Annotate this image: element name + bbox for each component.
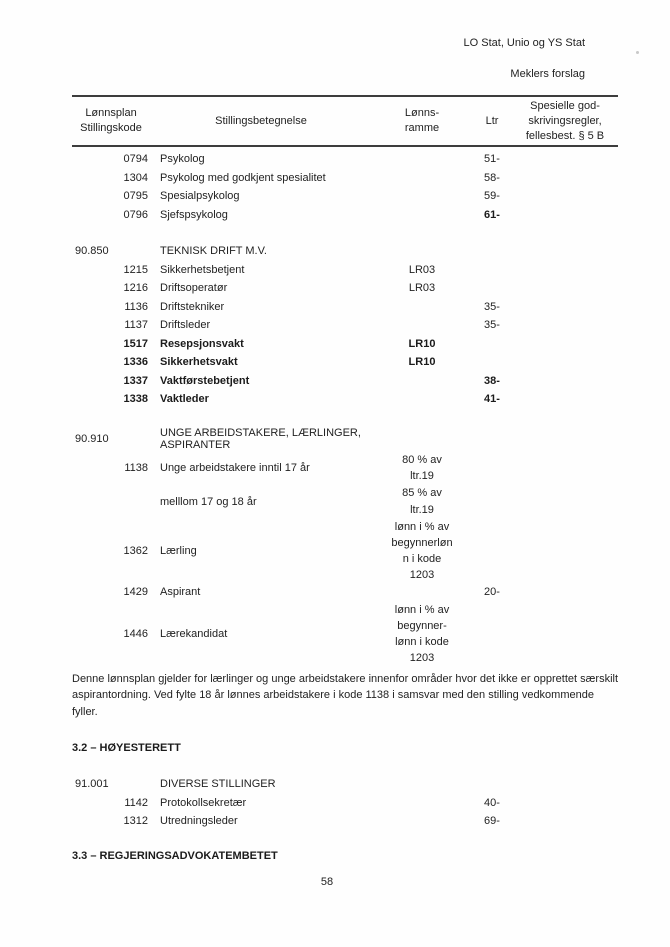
document-subtitle: Meklers forslag [510, 68, 585, 80]
table-header [72, 95, 618, 147]
table-row [72, 316, 618, 335]
table-row [72, 353, 618, 372]
table-row [72, 261, 618, 280]
lonnsramme-value: 80 % av ltr.19 [402, 453, 442, 482]
stillingskode: 1216 [123, 282, 148, 295]
section-title: UNGE ARBEIDSTAKERE, LÆRLINGER, ASPIRANTER [160, 427, 361, 451]
stillingskode: 0795 [123, 190, 148, 203]
stillingskode: 1215 [123, 263, 148, 276]
stillingskode: 1336 [123, 356, 148, 369]
col-header-spesielle: Spesielle god- skrivingsregler, fellesbest. § 5 B [525, 99, 605, 142]
lonnsplan-code: 90.850 [75, 245, 109, 258]
table-body [72, 147, 618, 666]
stillingsbetegnelse: Driftsleder [160, 319, 211, 332]
stillingskode: 1362 [123, 544, 148, 557]
table-row [72, 583, 618, 602]
salary-table [72, 95, 618, 865]
ltr-value: 58- [484, 171, 500, 184]
ltr-value: 69- [484, 815, 500, 828]
stillingskode: 0794 [123, 153, 148, 166]
stillingsbetegnelse: melllom 17 og 18 år [160, 495, 257, 508]
lonnsramme-value: lønn i % av begynner- lønn i kode 1203 [394, 603, 450, 664]
lonnsramme-value: LR03 [408, 263, 436, 276]
table-row [72, 602, 618, 666]
stillingskode: 1337 [123, 374, 148, 387]
table-row [72, 335, 618, 354]
table-row [72, 485, 618, 518]
section-header-row [72, 775, 618, 794]
stillingsbetegnelse: Lærling [160, 544, 197, 557]
org-names: LO Stat, Unio og YS Stat [463, 37, 585, 49]
stillingsbetegnelse: Sikkerhetsvakt [160, 356, 238, 369]
table-row [72, 451, 618, 485]
stillingsbetegnelse: Vaktleder [160, 393, 209, 406]
table-row [72, 372, 618, 391]
lonnsramme-value: lønn i % av begynnerløn n i kode 1203 [391, 520, 453, 581]
stillingsbetegnelse: Utredningsleder [160, 815, 238, 828]
table-row [72, 150, 618, 169]
stillingsbetegnelse: Lærekandidat [160, 627, 228, 640]
stillingsbetegnelse: Psykolog med godkjent spesialitet [160, 171, 326, 184]
lonnsplan-code: 90.910 [75, 433, 109, 445]
ltr-value: 59- [484, 190, 500, 203]
col-header-ltr: Ltr [485, 114, 499, 127]
page-number: 58 [320, 876, 334, 888]
stillingsbetegnelse: Protokollsekretær [160, 796, 247, 809]
heading-3-3: 3.3 – REGJERINGSADVOKATEMBETET [72, 849, 278, 862]
stillingskode: 0796 [123, 208, 148, 221]
lonnsramme-value: LR03 [408, 282, 436, 295]
ltr-value: 38- [484, 374, 500, 387]
table-row [72, 279, 618, 298]
scan-artifact [636, 51, 639, 54]
stillingsbetegnelse: Sikkerhetsbetjent [160, 263, 245, 276]
section-title: DIVERSE STILLINGER [160, 778, 276, 791]
table-row [72, 298, 618, 317]
stillingsbetegnelse: Psykolog [160, 153, 205, 166]
stillingskode: 1338 [123, 393, 148, 406]
ltr-value: 20- [484, 586, 500, 599]
stillingsbetegnelse: Unge arbeidstakere inntil 17 år [160, 462, 310, 474]
stillingsbetegnelse: Aspirant [160, 586, 201, 599]
stillingsbetegnelse: Resepsjonsvakt [160, 337, 244, 350]
table-row [72, 794, 618, 813]
stillingskode: 1136 [124, 300, 148, 313]
stillingskode: 1137 [124, 319, 148, 332]
stillingsbetegnelse: Vaktførstebetjent [160, 374, 250, 387]
ltr-value: 61- [484, 208, 500, 221]
stillingskode: 1142 [124, 796, 148, 809]
document-header [464, 36, 585, 81]
table-row [72, 169, 618, 188]
col-header-lonnsramme: Lønns- ramme [404, 107, 440, 134]
section-header-row [72, 427, 618, 451]
lonnsramme-value: LR10 [408, 337, 436, 350]
heading-3-2: 3.2 – HØYESTERETT [72, 742, 181, 754]
ltr-value: 51- [484, 153, 500, 166]
stillingskode: 1429 [123, 586, 148, 599]
stillingsbetegnelse: Sjefspsykolog [160, 208, 228, 221]
ltr-value: 35- [484, 319, 500, 332]
stillingskode: 1446 [123, 627, 148, 640]
section-title: TEKNISK DRIFT M.V. [160, 245, 267, 258]
table-row [72, 187, 618, 206]
ltr-value: 35- [484, 300, 500, 313]
stillingskode: 1138 [124, 462, 148, 474]
section-header-row [72, 242, 618, 261]
stillingsbetegnelse: Driftstekniker [160, 300, 225, 313]
stillingskode: 1304 [123, 171, 148, 184]
table-row [72, 206, 618, 225]
ltr-value: 40- [484, 796, 500, 809]
table-row [72, 390, 618, 409]
col-header-lonnsplan: Lønnsplan Stillingskode [80, 107, 142, 134]
col-header-stillingsbetegnelse: Stillingsbetegnelse [215, 114, 307, 127]
stillingsbetegnelse: Spesialpsykolog [160, 190, 240, 203]
lonnsramme-value: 85 % av ltr.19 [402, 487, 442, 516]
stillingskode: 1312 [123, 815, 148, 828]
lonnsplan-code: 91.001 [75, 778, 109, 791]
ltr-value: 41- [484, 393, 500, 406]
stillingsbetegnelse: Driftsoperatør [160, 282, 228, 295]
table-row [72, 812, 618, 831]
stillingskode: 1517 [123, 337, 148, 350]
note-paragraph: Denne lønnsplan gjelder for lærlinger og unge arbeidstakere innenfor områder hvor det ikke er opprettet særskilt aspirantordning. Ved fylte 18 år lønnes arbeidstakere i kode 1138 i samsvar med den stilling vedkommende fyller. [72, 672, 619, 718]
lonnsramme-value: LR10 [408, 356, 436, 369]
table-row [72, 518, 618, 583]
